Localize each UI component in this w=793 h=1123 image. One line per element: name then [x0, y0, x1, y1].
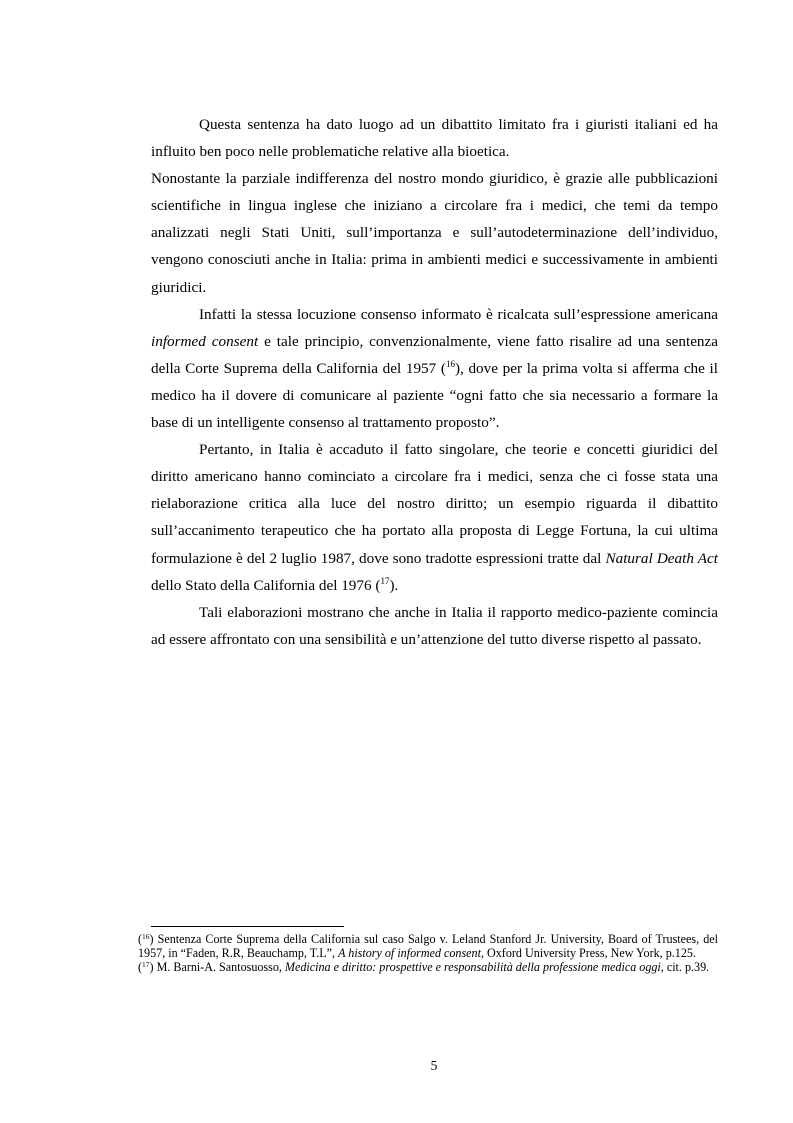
footnote-17-close: ) — [149, 960, 154, 975]
footnote-ref-16: 16 — [445, 358, 455, 369]
footnote-17-number: 17 — [142, 960, 150, 970]
page-number: 5 — [430, 1058, 438, 1073]
paragraph-3-text-b: e tale principio, convenzionalmente, viene fatto risalire ad una sentenza della Corte Suprema della California del 1957 ( — [151, 332, 719, 377]
footnote-17 — [138, 960, 718, 974]
paragraph-4-text-a: Pertanto, in Italia è accaduto il fatto singolare, che teorie e concetti giuridici del diritto americano hanno cominciato a circolare fra i medici, senza che ci fosse stata una rielaborazione critica alla luce del nostro diritto; un esempio riguarda il dibattito sull’accanimento terapeutico che ha portato alla proposta di Legge Fortuna, la cui ultima formulazione è del 2 luglio 1987, dove sono tradotte espressioni tratte dal — [151, 441, 718, 567]
footnote-17-open: ( — [138, 960, 143, 975]
paragraph-4 — [151, 436, 718, 599]
paragraph-5: Tali elaborazioni mostrano che anche in Italia il rapporto medico-paziente comincia ad essere affrontato con una sensibilità e un’attenzione del tutto diverse rispetto al passato. — [151, 603, 718, 648]
paragraph-1: Questa sentenza ha dato luogo ad un dibattito limitato fra i giuristi italiani ed ha influito ben poco nelle problematiche relative alla bioetica. — [151, 116, 718, 161]
footnote-17-text-b: , cit. p.39. — [660, 960, 710, 975]
paragraph-3-text-a: Infatti la stessa locuzione consenso informato è ricalcata sull’espressione americana — [199, 305, 718, 323]
footnote-17-text-a: M. Barni-A. Santosuosso, — [153, 960, 285, 975]
paragraph-3-emphasis: informed consent — [151, 332, 259, 350]
footnote-16-number: 16 — [142, 932, 150, 941]
body-text — [151, 111, 718, 653]
paragraph-3 — [151, 301, 718, 436]
footnote-16-open: ( — [138, 932, 143, 946]
footnote-separator — [151, 926, 344, 927]
paragraph-2: Nonostante la parziale indifferenza del nostro mondo giuridico, è grazie alle pubblicazioni scientifiche in lingua inglese che iniziano a circolare fra i medici, che temi da tempo analizzati negli Stati Uniti, sull’importanza e sull’autodeterminazione dell’individuo, vengono conosciuti anche in Italia: prima in ambienti medici e successivamente in ambienti giuridici. — [151, 170, 718, 296]
paragraph-4-emphasis: Natural Death Act — [605, 549, 719, 567]
footnotes — [138, 932, 718, 975]
footnote-16 — [138, 932, 718, 960]
footnote-16-close: ) — [149, 932, 154, 946]
paragraph-3-text-c: ), dove per la prima volta si afferma che il medico ha il dovere di comunicare al paziente “ogni fatto che sia necessario a formare la base di un intelligente consenso al trattamento proposto”. — [151, 359, 718, 432]
paragraph-4-text-c: ). — [389, 576, 399, 594]
paragraph-4-text-b: dello Stato della California del 1976 ( — [151, 576, 381, 594]
footnote-17-title: Medicina e diritto: prospettive e responsabilità della professione medica oggi — [284, 960, 661, 975]
footnote-16-title: A history of informed consent — [338, 946, 481, 961]
footnote-16-text-a: Sentenza Corte Suprema della California sul caso Salgo v. Leland Stanford Jr. University, Board of Trustees, del 1957, in “Faden, R.R, Beauchamp, T.L”, — [138, 932, 718, 961]
footnote-ref-17: 17 — [380, 575, 390, 586]
footnote-16-text-b: , Oxford University Press, New York, p.125. — [480, 946, 696, 961]
